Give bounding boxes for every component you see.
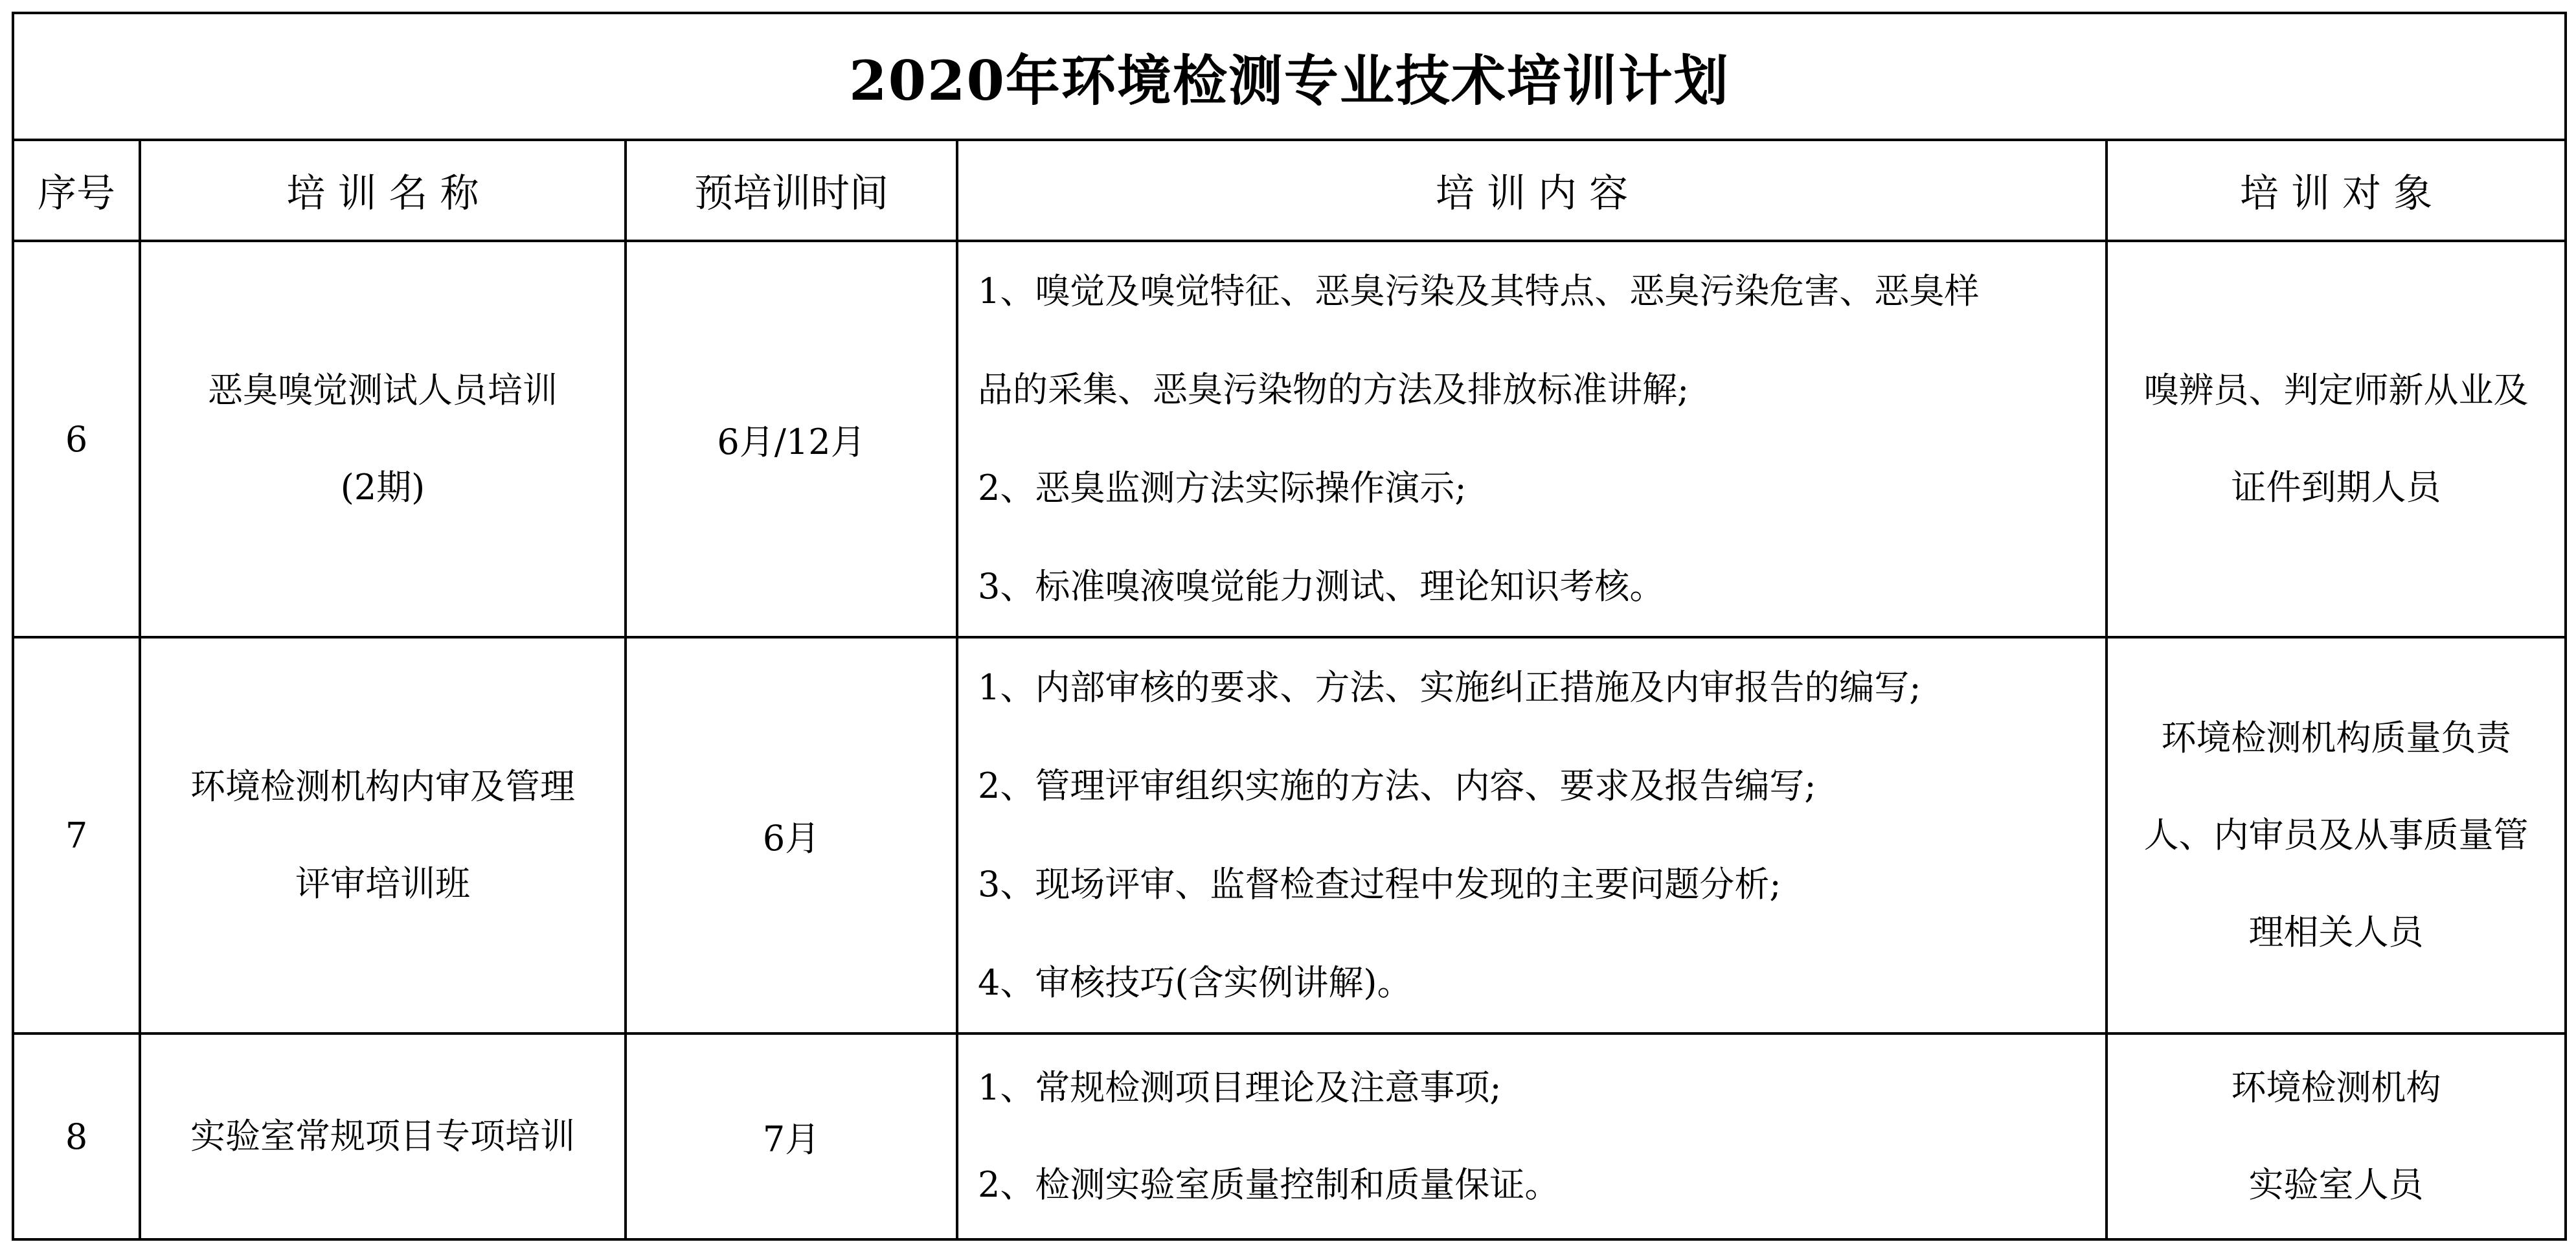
row-target (2107, 637, 2566, 1033)
row-content (957, 637, 2107, 1033)
row-time: 6月 (626, 637, 957, 1033)
row-target (2107, 241, 2566, 637)
row-time: 7月 (626, 1033, 957, 1239)
target-line: 环境检测机构质量负责 (2161, 717, 2511, 758)
header-seq: 序号 (13, 140, 140, 241)
row-seq: 6 (13, 241, 140, 637)
row-name (140, 637, 626, 1033)
target-line: 证件到期人员 (2231, 467, 2441, 508)
row-name-line: 环境检测机构内审及管理 (190, 766, 575, 807)
row-name-line: 实验室常规项目专项培训 (190, 1116, 575, 1157)
target-line: 嗅辨员、判定师新从业及 (2143, 370, 2529, 411)
row-name (140, 241, 626, 637)
row-name (140, 1033, 626, 1239)
row-name-line: 恶臭嗅觉测试人员培训 (208, 370, 558, 411)
header-time: 预培训时间 (626, 140, 957, 241)
table-row (13, 637, 2566, 1033)
content-line: 品的采集、恶臭污染物的方法及排放标准讲解; (978, 369, 1689, 410)
header-content: 培 训 内 容 (957, 140, 2107, 241)
table-title: 2020年环境检测专业技术培训计划 (13, 13, 2566, 140)
table-row (13, 241, 2566, 637)
row-time: 6月/12月 (626, 241, 957, 637)
content-line: 3、现场评审、监督检查过程中发现的主要问题分析; (978, 864, 1781, 905)
content-line: 4、审核技巧(含实例讲解)。 (978, 962, 1412, 1003)
content-line: 2、检测实验室质量控制和质量保证。 (978, 1164, 1560, 1205)
content-line: 1、嗅觉及嗅觉特征、恶臭污染及其特点、恶臭污染危害、恶臭样 (978, 271, 1980, 311)
header-target: 培 训 对 象 (2107, 140, 2566, 241)
row-content (957, 241, 2107, 637)
row-name-line: (2期) (340, 467, 425, 508)
row-seq: 7 (13, 637, 140, 1033)
training-plan-table (12, 12, 2567, 1241)
content-line: 1、内部审核的要求、方法、实施纠正措施及内审报告的编写; (978, 667, 1921, 708)
content-line: 2、恶臭监测方法实际操作演示; (978, 468, 1467, 508)
row-name-line: 评审培训班 (295, 863, 470, 904)
header-name: 培 训 名 称 (140, 140, 626, 241)
content-line: 2、管理评审组织实施的方法、内容、要求及报告编写; (978, 765, 1816, 806)
table-row (13, 1033, 2566, 1239)
content-line: 3、标准嗅液嗅觉能力测试、理论知识考核。 (978, 566, 1665, 607)
row-content (957, 1033, 2107, 1239)
content-line: 1、常规检测项目理论及注意事项; (978, 1067, 1502, 1108)
training-plan-document (12, 12, 2564, 1230)
row-target (2107, 1033, 2566, 1239)
target-line: 人、内审员及从事质量管 (2143, 815, 2529, 855)
target-line: 理相关人员 (2248, 912, 2424, 953)
row-seq: 8 (13, 1033, 140, 1239)
target-line: 环境检测机构 (2231, 1067, 2441, 1108)
target-line: 实验室人员 (2248, 1164, 2424, 1205)
